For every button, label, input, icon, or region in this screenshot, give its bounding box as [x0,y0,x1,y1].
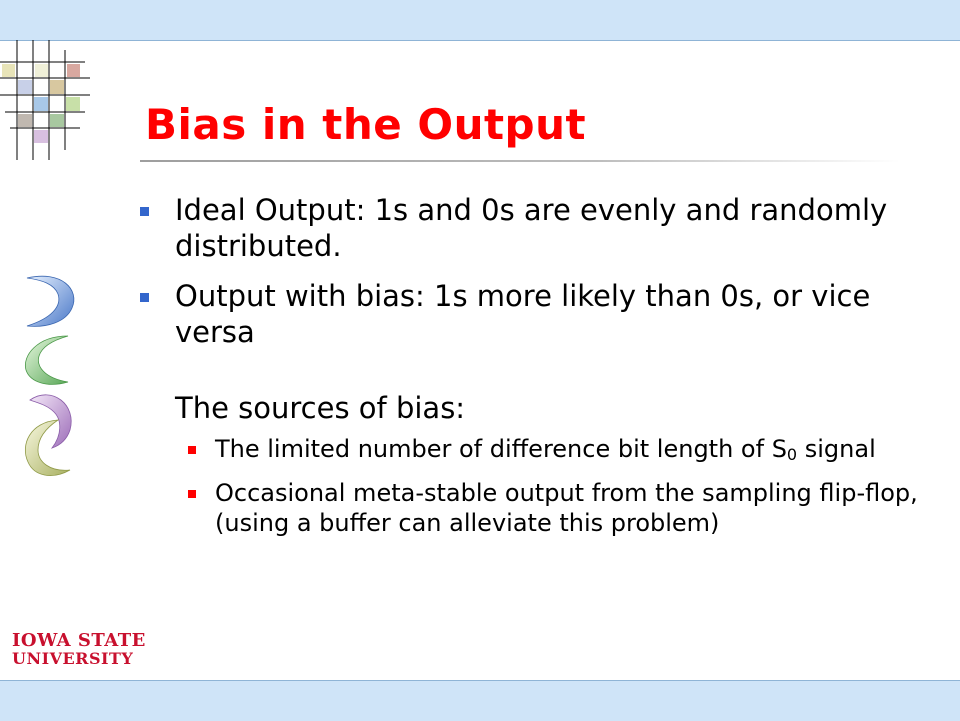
slide-title: Bias in the Output [145,100,587,149]
square-bullet-icon [188,446,196,454]
title-underline [140,160,900,162]
decorative-grid [0,40,100,170]
logo-line-2: UNIVERSITY [12,649,134,668]
slide-body [140,192,940,546]
subscript: 0 [786,445,798,464]
bullet-text: Output with bias: 1s more likely than 0s, or vice versa [175,279,871,349]
university-logo [12,632,146,668]
bullet-text: Ideal Output: 1s and 0s are evenly and randomly distributed. [175,193,888,263]
sources-heading: The sources of bias: [175,391,466,425]
bottom-band [0,680,960,721]
sub-bullet-meta-stable [140,478,940,538]
bullet-output-with-bias [140,278,940,350]
logo-line-1: IOWA STATE [12,630,146,651]
top-band [0,0,960,41]
square-bullet-icon [140,207,149,216]
sub-bullet-text: Occasional meta-stable output from the sampling flip-flop, (using a buffer can alleviate this problem) [215,479,918,537]
decorative-crescents [22,270,82,490]
sub-bullet-tail: signal [797,435,876,463]
sub-bullet-text: The limited number of difference bit length of S [215,435,787,463]
square-bullet-icon [140,293,149,302]
sub-bullet-limited-bits [140,434,940,470]
bullet-ideal-output [140,192,940,264]
square-bullet-icon [188,490,196,498]
